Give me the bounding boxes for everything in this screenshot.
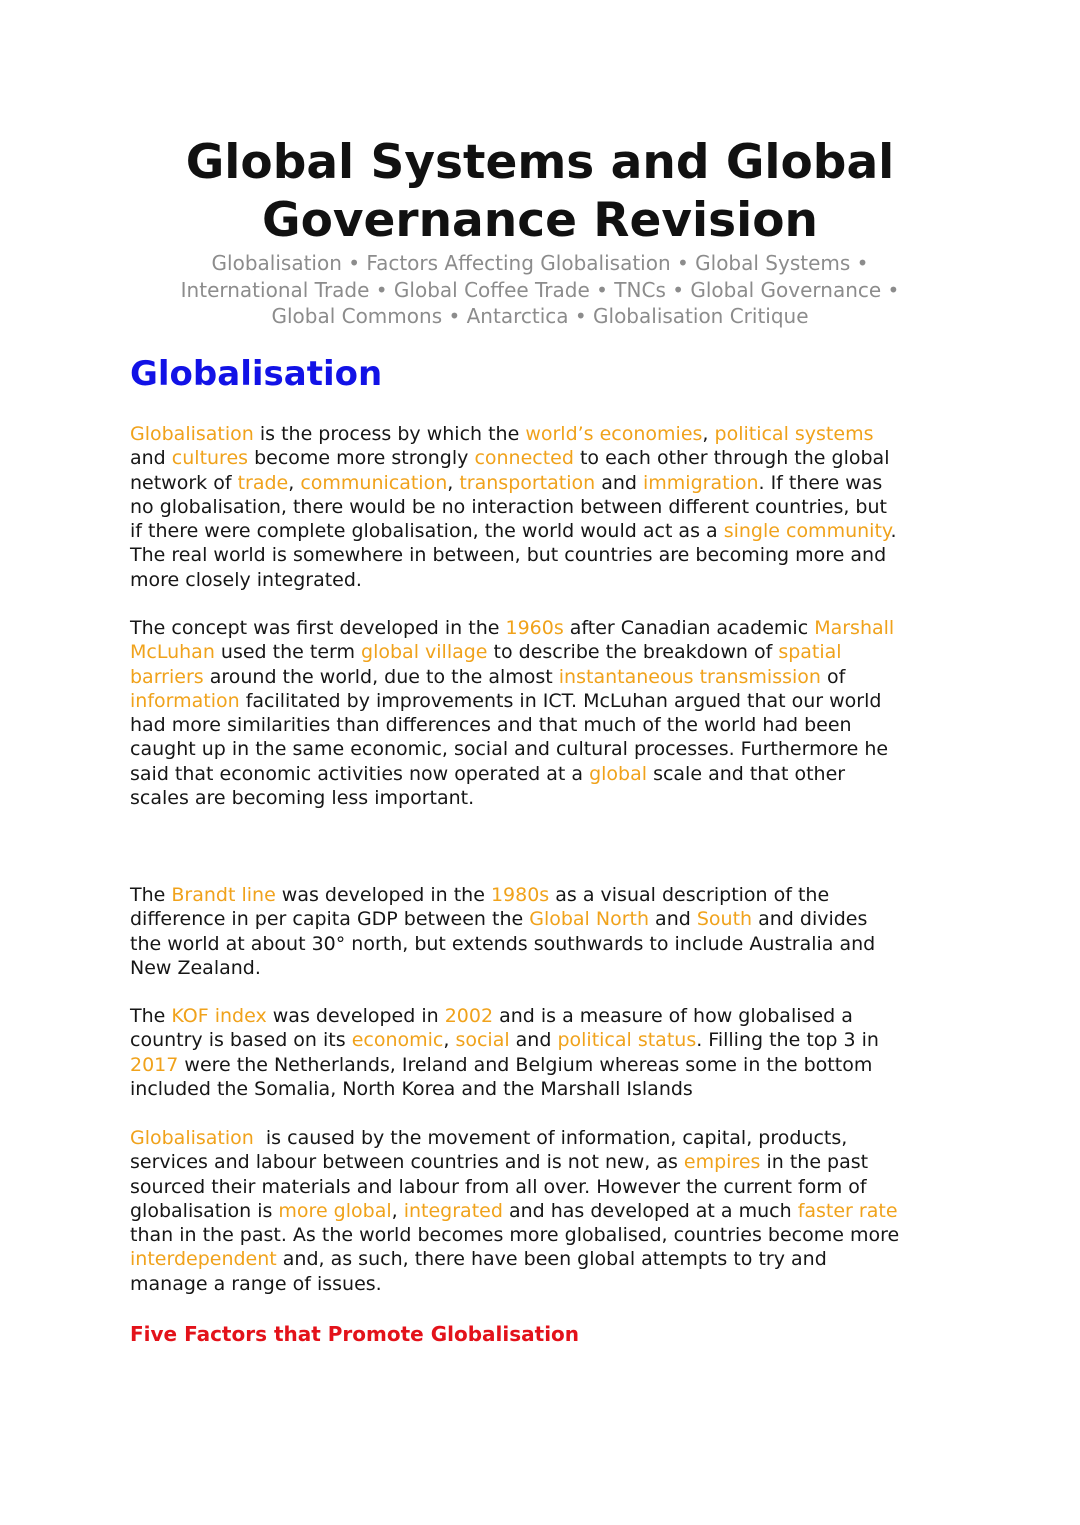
text-line: the world at about 30° north, but extends southwards to include Australia and [130,932,876,955]
text-span: to each other through the global [573,447,890,470]
highlight-term: Global North [529,908,650,931]
text-span: was developed in [266,1005,445,1027]
text-span: was developed in the [275,884,491,906]
text-span: used the term [214,641,362,664]
highlight-term: 2002 [444,1005,494,1027]
text-line: more closely integrated. [130,568,362,591]
text-span: and divides [752,908,868,931]
text-line [130,616,960,640]
text-span: services and labour between countries and is not new, as [130,1151,684,1174]
text-span: to describe the breakdown of [487,641,779,664]
text-line [130,689,960,713]
text-line: included the Somalia, North Korea and the Marshall Islands [130,1077,693,1100]
text-span: in the past [760,1151,869,1174]
highlight-term: barriers [130,665,204,688]
text-span: of [820,665,846,688]
text-line: had more similarities than differences and that much of the world had been [130,714,852,737]
text-span: . If there was [758,471,883,494]
topic-list [100,250,980,330]
text-span: if there were complete globalisation, the world would act as a [130,520,724,543]
text-span: , [443,1029,456,1052]
text-span: facilitated by improvements in ICT. McLuhan argued that our world [239,689,882,712]
text-line [130,422,960,446]
highlight-term: 1960s [505,617,564,639]
text-line: caught up in the same economic, social and cultural processes. Furthermore he [130,738,889,761]
text-span: , [391,1199,404,1222]
highlight-term: information [130,689,240,712]
highlight-term: Marshall [814,617,895,639]
text-line [130,883,960,907]
text-line: sourced their materials and labour from all over. However the current form of [130,1175,867,1198]
text-span: and, as such, there have been global attempts to try and [276,1248,827,1271]
highlight-term: 2017 [130,1053,179,1076]
text-span: . Filling the top 3 in [696,1029,879,1052]
text-span: become more strongly [248,447,475,470]
paragraph-kof-index [130,1004,960,1101]
text-line [130,1004,960,1028]
text-span: The [130,1005,172,1027]
text-span: after Canadian academic [563,617,815,639]
text-span: and [130,447,172,470]
highlight-term: transportation [459,471,596,494]
text-span: , [288,471,301,494]
highlight-term: more global [278,1199,392,1222]
highlight-term: South [696,908,753,931]
subheading-five-factors: Five Factors that Promote Globalisation [130,1322,580,1346]
text-span: The concept was first developed in the [130,617,506,639]
text-span: and [649,908,697,931]
text-line: no globalisation, there would be no interaction between different countries, but [130,495,887,518]
text-line [130,519,960,543]
text-line [130,446,960,470]
text-span: difference in per capita GDP between the [130,908,530,931]
text-span: were the Netherlands, Ireland and Belgium whereas some in the bottom [178,1053,873,1076]
highlight-term: integrated [403,1199,503,1222]
highlight-term: Globalisation [130,423,254,445]
highlight-term: KOF index [171,1005,267,1027]
page-title [0,134,1080,250]
paragraph-global-village [130,616,960,810]
topic-list-line-2: International Trade • Global Coffee Trade • TNCs • Global Governance • [180,277,900,302]
text-span: . [890,520,897,543]
highlight-term: political status [557,1029,697,1052]
text-span: country is based on its [130,1029,352,1052]
section-heading-globalisation: Globalisation [130,354,383,394]
text-line [130,640,960,664]
text-line [130,907,960,931]
highlight-term: social [455,1029,510,1052]
text-line: The real world is somewhere in between, but countries are becoming more and [130,544,887,567]
text-span: said that economic activities now operated at a [130,762,590,785]
highlight-term: cultures [171,447,249,470]
text-line [130,1053,960,1077]
text-span: and is a measure of how globalised a [493,1005,853,1027]
text-span: The [130,884,172,906]
paragraph-causes [130,1126,960,1296]
text-span: scale and that other [647,762,846,785]
text-span: globalisation is [130,1199,279,1222]
highlight-term: immigration [643,471,759,494]
highlight-term: economic [351,1029,444,1052]
text-line: New Zealand. [130,956,261,979]
highlight-term: trade [237,471,289,494]
highlight-term: world’s economies [525,423,703,445]
highlight-term: 1980s [490,884,550,906]
text-span: , [702,423,715,445]
highlight-term: instantaneous transmission [558,665,821,688]
text-span: , [447,471,460,494]
highlight-term: McLuhan [130,641,215,664]
text-line: than in the past. As the world becomes more globalised, countries become more [130,1224,900,1247]
text-line: scales are becoming less important. [130,787,475,810]
highlight-term: faster rate [797,1199,898,1222]
text-line [130,1199,960,1223]
text-span: as a visual description of the [549,884,830,906]
topic-list-line-3: Global Commons • Antarctica • Globalisation Critique [271,304,809,328]
highlight-term: single community [723,520,891,543]
text-span: is the process by which the [253,423,526,445]
paragraph-definition [130,422,960,592]
page-title-line-1: Global Systems and Global [185,135,895,190]
text-line [130,1028,960,1052]
text-span: network of [130,471,238,494]
page-title-line-2: Governance Revision [262,193,818,248]
text-line [130,1150,960,1174]
text-line [130,471,960,495]
highlight-term: communication [300,471,448,494]
text-line [130,1126,960,1150]
highlight-term: Globalisation [130,1127,254,1149]
text-line: manage a range of issues. [130,1272,382,1295]
text-line [130,1247,960,1271]
topic-list-line-1: Globalisation • Factors Affecting Globalisation • Global Systems • [211,251,869,275]
highlight-term: spatial [778,641,842,664]
paragraph-brandt-line [130,883,960,980]
highlight-term: connected [474,447,574,470]
highlight-term: Brandt line [171,884,276,906]
text-span: is caused by the movement of information, capital, products, [253,1127,848,1149]
highlight-term: political systems [714,423,874,445]
highlight-term: interdependent [130,1248,277,1271]
text-span: and [509,1029,558,1052]
text-line [130,762,960,786]
text-span: and has developed at a much [502,1199,798,1222]
highlight-term: empires [683,1151,761,1174]
highlight-term: global village [361,641,488,664]
highlight-term: global [589,762,648,785]
text-span: around the world, due to the almost [203,665,559,688]
text-line [130,665,960,689]
text-span: and [595,471,644,494]
